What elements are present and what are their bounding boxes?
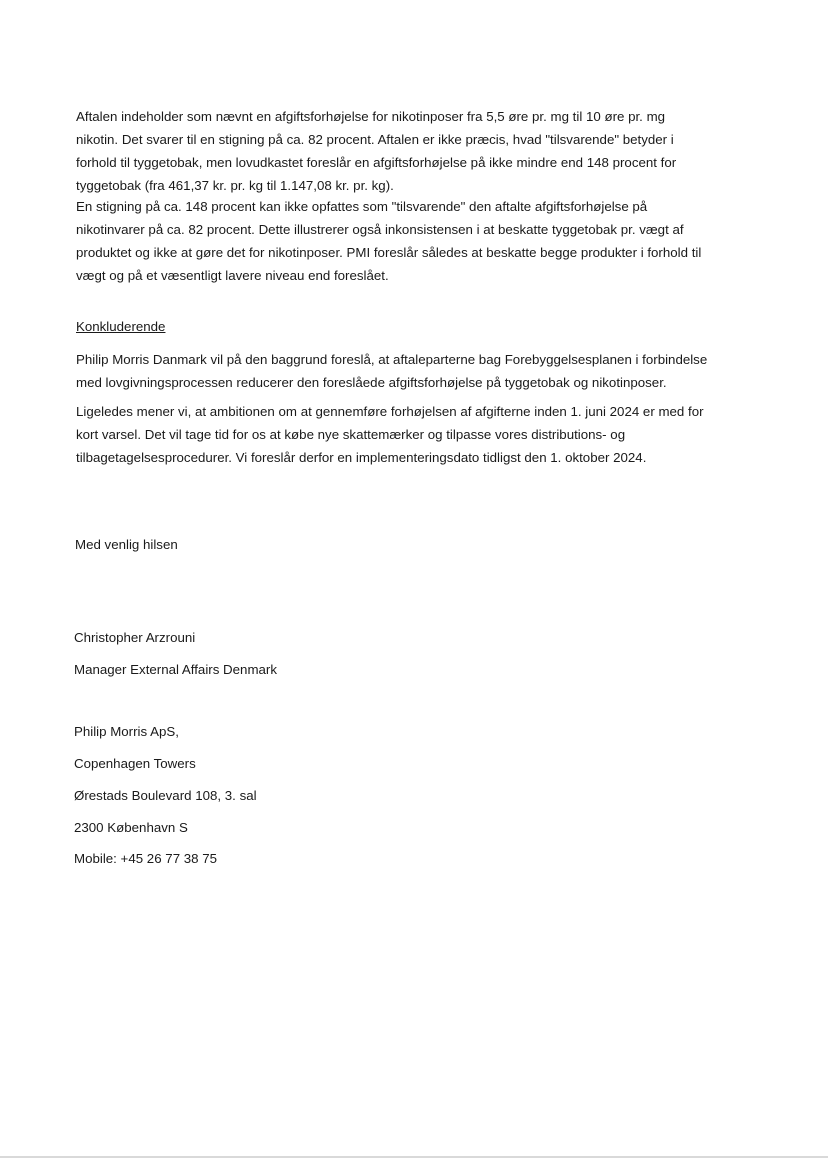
- paragraph-line: nikotin. Det svarer til en stigning på ca. 82 procent. Aftalen er ikke præcis, hvad "tilsvarende" betyder i: [76, 132, 674, 147]
- paragraph-line: tilbagetagelsesprocedurer. Vi foreslår derfor en implementeringsdato tidligst den 1. oktober 2024.: [76, 450, 647, 465]
- signatory-title: Manager External Affairs Denmark: [74, 662, 277, 677]
- paragraph-line: Ligeledes mener vi, at ambitionen om at gennemføre forhøjelsen af afgifterne inden 1. juni 2024 er med for: [76, 404, 704, 419]
- paragraph-line: produktet og ikke at gøre det for nikotinposer. PMI foreslår således at beskatte begge produkter i forhold til: [76, 245, 702, 260]
- closing-greeting: Med venlig hilsen: [75, 537, 178, 552]
- paragraph-implementation-date: [76, 400, 766, 469]
- address-company: Philip Morris ApS,: [74, 724, 179, 739]
- paragraph-line: med lovgivningsprocessen reducerer den foreslåede afgiftsforhøjelse på tyggetobak og nikotinposer.: [76, 375, 667, 390]
- paragraph-inconsistency: [76, 195, 766, 287]
- signatory-name: Christopher Arzrouni: [74, 630, 196, 645]
- paragraph-line: Philip Morris Danmark vil på den baggrund foreslå, at aftaleparterne bag Forebyggelsesplanen i forbindelse: [76, 352, 708, 367]
- scan-edge-line: [0, 1156, 828, 1158]
- paragraph-line: Aftalen indeholder som nævnt en afgiftsforhøjelse for nikotinposer fra 5,5 øre pr. mg til 10 øre pr. mg: [76, 109, 666, 124]
- paragraph-line: kort varsel. Det vil tage tid for os at købe nye skattemærker og tilpasse vores distributions- og: [76, 427, 626, 442]
- paragraph-line: vægt og på et væsentligt lavere niveau end foreslået.: [76, 268, 389, 283]
- paragraph-line: nikotinvarer på ca. 82 procent. Dette illustrerer også inkonsistensen i at beskatte tyggetobak pr. vægt af: [76, 222, 684, 237]
- paragraph-tax-increase: [76, 105, 766, 197]
- paragraph-line: En stigning på ca. 148 procent kan ikke opfattes som "tilsvarende" den aftalte afgiftsforhøjelse på: [76, 199, 648, 214]
- address-mobile: Mobile: +45 26 77 38 75: [74, 851, 218, 866]
- address-building: Copenhagen Towers: [74, 756, 196, 771]
- paragraph-proposal: [76, 348, 766, 394]
- section-heading: Konkluderende: [76, 319, 166, 334]
- address-street: Ørestads Boulevard 108, 3. sal: [74, 788, 257, 803]
- paragraph-line: tyggetobak (fra 461,37 kr. pr. kg til 1.147,08 kr. pr. kg).: [76, 178, 394, 193]
- address-city: 2300 København S: [74, 820, 188, 835]
- paragraph-line: forhold til tyggetobak, men lovudkastet foreslår en afgiftsforhøjelse på ikke mindre end 148 procent for: [76, 155, 677, 170]
